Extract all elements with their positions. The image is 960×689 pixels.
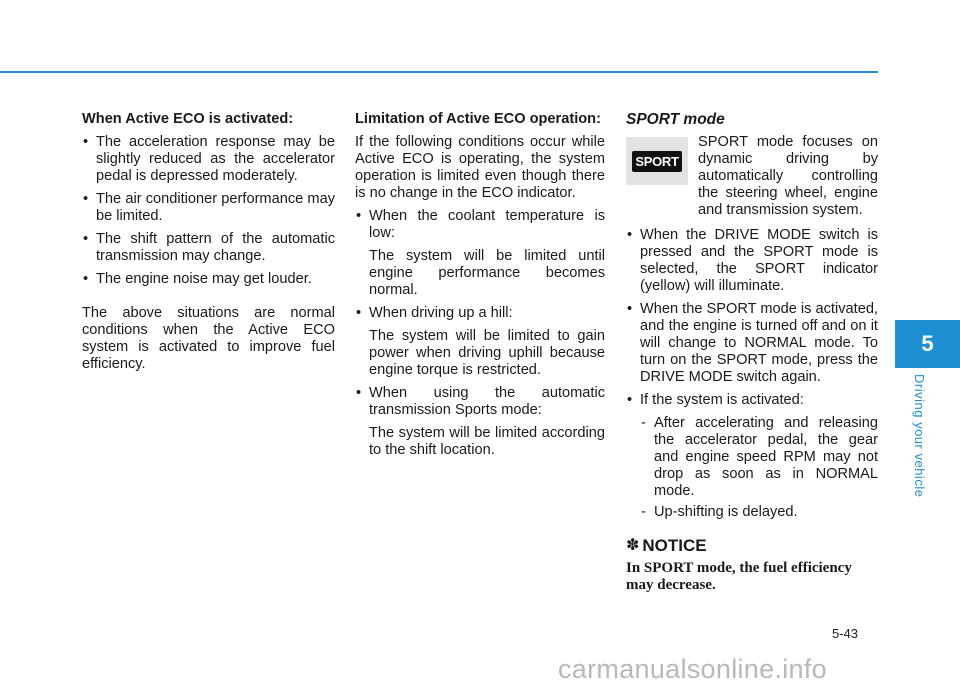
result-text: The system will be limited according to the shift location. bbox=[369, 425, 605, 458]
notice-icon: ✽ bbox=[626, 537, 640, 554]
list-item bbox=[355, 208, 605, 299]
sport-badge-label: SPORT bbox=[632, 151, 681, 172]
list-item: • The engine noise may get louder. bbox=[82, 271, 335, 288]
list-item-text: • If the system is activated: bbox=[640, 392, 804, 408]
condition-text: • When using the automatic transmission Sports mode: bbox=[369, 385, 605, 418]
list-item bbox=[626, 392, 878, 521]
section-heading: When Active ECO is activated: bbox=[82, 111, 294, 127]
sport-intro bbox=[626, 134, 878, 219]
list-item: • When the DRIVE MODE switch is pressed and the SPORT mode is selected, the SPORT indicator (yellow) will illuminate. bbox=[626, 227, 878, 295]
result-text: The system will be limited until engine performance becomes normal. bbox=[369, 248, 605, 298]
notice-title: NOTICE bbox=[642, 536, 707, 555]
sub-list bbox=[640, 415, 878, 521]
bullet-list bbox=[82, 134, 335, 288]
watermark: carmanualsonline.info bbox=[558, 654, 827, 684]
chapter-label: Driving your vehicle bbox=[912, 374, 927, 498]
list-item bbox=[355, 305, 605, 379]
list-item: • The air conditioner performance may be limited. bbox=[82, 191, 335, 225]
sport-indicator-icon bbox=[626, 137, 688, 185]
column-eco-limitation bbox=[355, 111, 605, 465]
body-paragraph: If the following conditions occur while Active ECO is operating, the system operation is limited even though there is no change in the ECO indicator. bbox=[355, 134, 605, 201]
column-sport-mode bbox=[626, 111, 878, 594]
body-paragraph: SPORT mode focuses on dynamic driving by automatically controlling the steering wheel, engine and transmission system. bbox=[698, 134, 878, 218]
notice-heading bbox=[626, 537, 878, 554]
list-item: • The shift pattern of the automatic transmission may change. bbox=[82, 231, 335, 265]
sub-list-item: - Up-shifting is delayed. bbox=[640, 504, 878, 521]
list-item: • The acceleration response may be slightly reduced as the accelerator pedal is depressed moderately. bbox=[82, 134, 335, 185]
bullet-list bbox=[355, 208, 605, 459]
column-active-eco bbox=[82, 111, 335, 373]
condition-text: • When the coolant temperature is low: bbox=[369, 208, 605, 241]
bullet-list bbox=[626, 227, 878, 521]
condition-text: • When driving up a hill: bbox=[369, 305, 513, 321]
result-text: The system will be limited to gain power when driving uphill because engine torque is restricted. bbox=[369, 328, 605, 378]
section-title: SPORT mode bbox=[626, 111, 725, 128]
list-item: • When the SPORT mode is activated, and the engine is turned off and on it will change to NORMAL mode. To turn on the SPORT mode, press the DRIVE MODE switch again. bbox=[626, 301, 878, 386]
page-number: 5-43 bbox=[832, 626, 859, 641]
list-item bbox=[355, 385, 605, 459]
header-rule bbox=[0, 71, 878, 73]
sub-list-item: - After accelerating and releasing the accelerator pedal, the gear and engine speed RPM may not drop as soon as in NORMAL mode. bbox=[640, 415, 878, 500]
body-paragraph: The above situations are normal conditions when the Active ECO system is activated to improve fuel efficiency. bbox=[82, 305, 335, 372]
notice-text: In SPORT mode, the fuel efficiency may decrease. bbox=[626, 560, 852, 593]
chapter-tab: 5 bbox=[895, 320, 960, 368]
section-heading: Limitation of Active ECO operation: bbox=[355, 111, 601, 127]
